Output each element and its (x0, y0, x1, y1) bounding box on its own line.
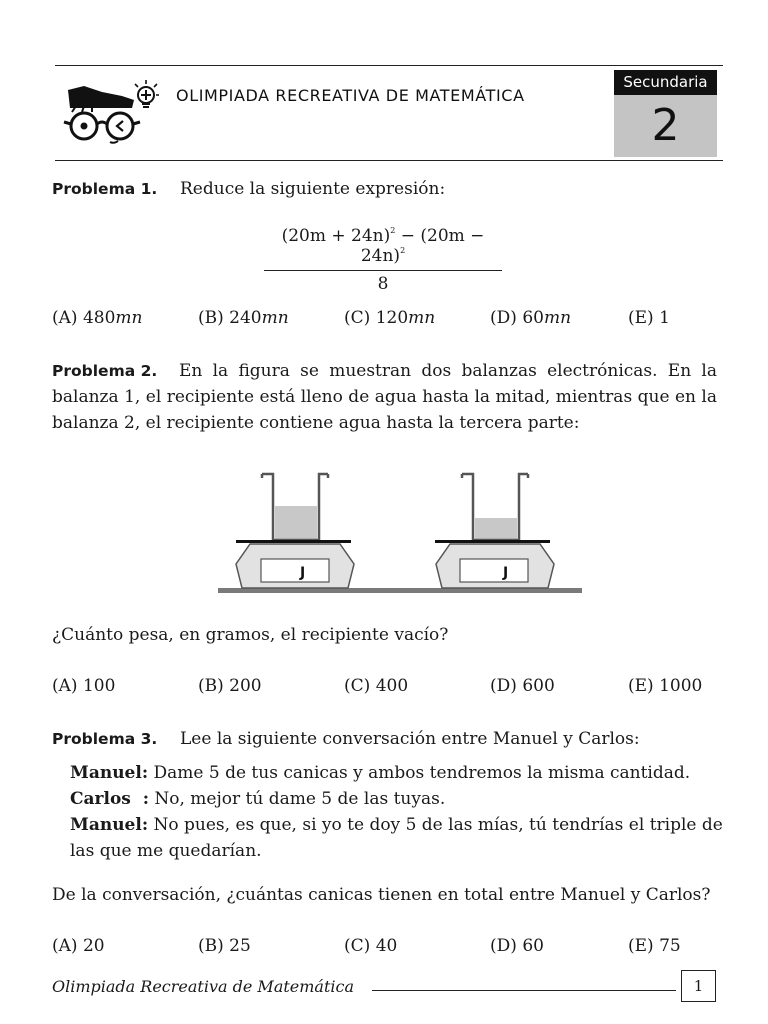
badge-label: Secundaria (614, 70, 717, 95)
problem2-statement: En la figura se muestran dos balanzas electrónicas. En la balanza 1, el recipiente está lleno de agua hasta la mitad, mientras que en la balanza 2, el recipiente contiene agua hasta la tercera parte: (52, 361, 717, 433)
problem2-paragraph (52, 358, 717, 436)
option-number: 200 (229, 676, 262, 696)
option-letter: (E) (628, 676, 654, 696)
speaker-name: Carlos : (70, 789, 149, 809)
exponent-a: 2 (390, 226, 396, 235)
problem1-option-a[interactable] (52, 308, 142, 328)
problem3-option-d[interactable] (490, 936, 544, 956)
option-number: 1 (659, 308, 670, 328)
dialog-line-2 (70, 786, 732, 812)
option-variable: mn (115, 308, 143, 328)
problem3-option-c[interactable] (344, 936, 397, 956)
option-variable: mn (408, 308, 436, 328)
option-variable: mn (261, 308, 289, 328)
option-number: 240 (229, 308, 262, 328)
option-letter: (E) (628, 936, 654, 956)
problem1-statement: Reduce la siguiente expresión: (180, 179, 446, 199)
footer-rule (372, 990, 676, 991)
problem1-label: Problema 1. (52, 180, 158, 198)
header-bottom-rule (55, 160, 723, 161)
problem2-label: Problema 2. (52, 362, 158, 380)
scale-2-display: J (503, 565, 509, 581)
problem3-question: De la conversación, ¿cuántas canicas tienen en total entre Manuel y Carlos? (52, 885, 711, 905)
problem3-header (52, 726, 640, 752)
option-number: 20 (82, 936, 105, 956)
problem2-option-a[interactable] (52, 676, 115, 696)
exponent-b: 2 (400, 246, 406, 255)
problem3-statement: Lee la siguiente conversación entre Manuel y Carlos: (180, 729, 640, 749)
numerator-term-a: (20m + 24n) (281, 226, 391, 246)
numerator-operator: − (395, 226, 421, 246)
option-number: 100 (82, 676, 116, 696)
option-number: 60 (522, 936, 544, 956)
scale-2 (435, 474, 554, 588)
problem2-option-e[interactable] (628, 676, 702, 696)
dialog-text: No, mejor tú dame 5 de las tuyas. (154, 789, 446, 809)
olympiad-logo (62, 76, 162, 148)
problem1-option-c[interactable] (344, 308, 435, 328)
problem3-option-b[interactable] (198, 936, 251, 956)
option-number: 120 (375, 308, 409, 328)
fraction-denominator: 8 (377, 274, 389, 294)
option-letter: (A) (52, 308, 78, 328)
option-letter: (D) (490, 676, 517, 696)
option-number: 400 (375, 676, 409, 696)
scale-1-display: J (300, 565, 306, 581)
option-letter: (A) (52, 936, 78, 956)
problem3-option-e[interactable] (628, 936, 681, 956)
option-number: 75 (659, 936, 681, 956)
problem3-label: Problema 3. (52, 730, 158, 748)
problem2-question: ¿Cuánto pesa, en gramos, el recipiente vacío? (52, 625, 449, 645)
option-letter: (D) (490, 936, 517, 956)
header-title: OLIMPIADA RECREATIVA DE MATEMÁTICA (176, 86, 525, 105)
problem2-option-d[interactable] (490, 676, 555, 696)
option-letter: (C) (344, 936, 371, 956)
option-letter: (B) (198, 308, 224, 328)
problem1-option-d[interactable] (490, 308, 571, 328)
conversation (70, 760, 732, 864)
option-letter: (C) (344, 308, 371, 328)
option-number: 25 (229, 936, 251, 956)
option-letter: (C) (344, 676, 371, 696)
numerator-term-b: (20m − 24n) (360, 226, 485, 266)
fraction-numerator (264, 226, 502, 271)
option-letter: (A) (52, 676, 78, 696)
option-number: 1000 (659, 676, 703, 696)
problem1-header (52, 176, 445, 202)
dialog-text: No pues, es que, si yo te doy 5 de las mías, tú tendrías el triple de las que me quedarían. (70, 815, 723, 861)
option-letter: (B) (198, 676, 224, 696)
scale-1 (236, 474, 354, 588)
problem2-option-b[interactable] (198, 676, 262, 696)
footer-title: Olimpiada Recreativa de Matemática (52, 977, 355, 996)
option-number: 480 (82, 308, 116, 328)
dialog-line-3 (70, 812, 732, 864)
scales-figure (216, 466, 586, 598)
problem2-option-c[interactable] (344, 676, 408, 696)
option-variable: mn (543, 308, 572, 328)
dialog-text: Dame 5 de tus canicas y ambos tendremos la misma cantidad. (153, 763, 691, 783)
badge-number: 2 (614, 95, 717, 157)
problem1-option-b[interactable] (198, 308, 289, 328)
dialog-line-1 (70, 760, 732, 786)
speaker-name: Manuel: (70, 815, 149, 835)
water-half (275, 506, 317, 540)
option-letter: (E) (628, 308, 654, 328)
fraction-expression (264, 226, 502, 294)
header-top-rule (55, 65, 723, 66)
grade-badge (614, 70, 717, 157)
speaker-name: Manuel: (70, 763, 149, 783)
page-number: 1 (681, 970, 716, 1002)
option-letter: (B) (198, 936, 224, 956)
option-letter: (D) (490, 308, 517, 328)
water-third (475, 518, 517, 540)
problem3-option-a[interactable] (52, 936, 105, 956)
option-number: 40 (375, 936, 398, 956)
option-number: 60 (522, 308, 544, 328)
option-number: 600 (522, 676, 555, 696)
problem1-option-e[interactable] (628, 308, 670, 328)
